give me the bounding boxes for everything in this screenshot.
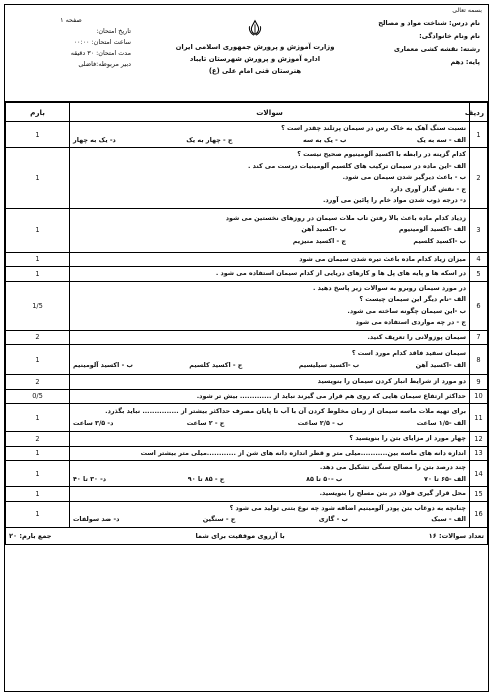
question-score: 1: [6, 252, 70, 267]
question-text-cell: [70, 461, 470, 487]
question-text: سیمان پوزولانی را تعریف کنید.: [367, 332, 466, 341]
question-text: در اسکه ها و پایه های پل ها و کارهای دریایی از کدام سیمان استفاده می شود .: [215, 269, 466, 277]
answer-option: الف -اکسید آلومینیوم: [398, 225, 466, 234]
question-number: 9: [470, 375, 488, 390]
question-number: 1: [470, 122, 488, 148]
answer-option: ب - یک به سه: [303, 135, 347, 144]
answer-options: [73, 135, 466, 147]
answer-line: ب - باعث دیرگیر شدن سیمان می شود.: [342, 173, 466, 181]
question-text-cell: [70, 208, 470, 252]
col-num-header: ردیف: [470, 103, 488, 122]
question-text-cell: [70, 432, 470, 447]
question-number: 2: [470, 148, 488, 209]
teacher-name: دبیر مربوطه:فاضلی: [78, 60, 131, 68]
question-row: [6, 148, 488, 209]
answer-option: ج - اکسید کلسیم: [189, 360, 243, 369]
answer-option: الف -۶۵ تا ۷۰: [424, 474, 466, 483]
field-name: رشته: نقشه کشی معماری: [393, 45, 480, 53]
answer-option: ج - سنگین: [202, 515, 236, 523]
answer-option: الف - سه به یک: [416, 135, 466, 144]
exam-date: تاریخ امتحان:: [96, 27, 131, 35]
school-name: هنرستان فنی امام علی (ع): [208, 67, 302, 75]
question-count: تعداد سوالات: ۱۶: [428, 531, 484, 540]
exam-duration: مدت امتحان: ۳۰ دقیقه: [70, 49, 131, 57]
question-text-cell: [70, 330, 470, 345]
question-text: برای تهیه ملات ماسه سیمان از زمان مخلوط کردن آن با آب تا پایان مصرف حداکثر بیشتر از ............... نباید بگذرد.: [105, 407, 466, 415]
answer-option: ب -اکسید کلسیم: [413, 236, 466, 245]
basmala: بسمه تعالی: [452, 7, 482, 14]
question-text: دو مورد از شرایط انبار کردن سیمان را بنویسید: [317, 377, 466, 385]
question-score: 2: [6, 375, 70, 390]
answer-lines: [73, 161, 466, 207]
question-number: 7: [470, 330, 488, 345]
question-text-cell: [70, 389, 470, 404]
question-text: میزان زیاد کدام ماده باعث تیره شدن سیمان می شود: [299, 254, 466, 263]
question-text-cell: [70, 404, 470, 432]
question-text-cell: [70, 501, 470, 527]
answer-option: الف -اکسید آهن: [415, 360, 466, 369]
question-row: [6, 267, 488, 282]
good-luck-text: با آرزوی موفقیت برای شما: [195, 531, 285, 540]
question-score: 0/5: [6, 389, 70, 404]
answer-option: د- ۳۰ تا ۴۰: [73, 474, 107, 483]
question-row: [6, 389, 488, 404]
question-text-cell: [70, 252, 470, 267]
question-text-cell: [70, 122, 470, 148]
answer-option: د- یک به چهار: [73, 135, 116, 144]
question-score: 1: [6, 345, 70, 375]
answer-option: ج - چهار به یک: [186, 135, 233, 144]
question-text: چنانچه به دوغاب بتن پودر آلومینیم اضافه شود چه نوع بتنی تولید می شود ؟: [229, 503, 466, 512]
exam-info: [11, 15, 131, 70]
question-text-cell: [70, 281, 470, 330]
question-score: 1: [6, 208, 70, 252]
answer-line: الف -نام دیگر این سیمان چیست ؟: [359, 295, 466, 303]
answer-option: الف - سبک: [431, 515, 466, 523]
question-text: چهار مورد از مزایای بتن را بنویسید ؟: [349, 434, 466, 442]
answer-option: ب -اکسید سیلیسیم: [298, 360, 360, 369]
question-text-cell: [70, 375, 470, 390]
question-text: اندازه دانه های ماسه بین...........میلی متر و قطر اندازه دانه های شن از ............میلی متر بیشتر است: [140, 448, 466, 457]
question-score: 1: [6, 122, 70, 148]
question-score: 1/5: [6, 281, 70, 330]
question-row: [6, 487, 488, 502]
question-text-cell: [70, 487, 470, 502]
student-name: نام ونام خانوادگی:: [419, 32, 480, 40]
answer-options: [73, 418, 466, 430]
question-score: 2: [6, 432, 70, 447]
question-number: 14: [470, 461, 488, 487]
question-row: [6, 345, 488, 375]
course-name: نام درس: شناخت مواد و مصالح: [378, 19, 480, 27]
question-row: [6, 208, 488, 252]
answer-option: الف -۱/۵ ساعت: [416, 418, 466, 427]
answer-line: د- درجه ذوب شدن مواد خام را پائین می آورد.: [322, 196, 466, 204]
question-score: 1: [6, 267, 70, 282]
question-number: 4: [470, 252, 488, 267]
answer-grid: [73, 224, 466, 247]
question-row: [6, 122, 488, 148]
question-score: 1: [6, 404, 70, 432]
question-text: محل قرار گیری فولاد در بتن مسلح را بنویسید.: [319, 489, 466, 497]
question-text: در مورد سیمان روبرو به سوالات زیر پاسخ دهید .: [312, 283, 466, 292]
answer-option: ب -اکسید آهن: [301, 225, 346, 234]
table-footer-row: [6, 527, 488, 544]
total-score: جمع بارم: ۲۰: [9, 531, 52, 540]
question-score: 1: [6, 461, 70, 487]
answer-line: ج - نقش گداز آوری دارد: [390, 184, 466, 193]
student-info: [340, 17, 480, 69]
question-number: 13: [470, 446, 488, 461]
answer-option: ج - ۸۵ تا ۹۰: [187, 474, 225, 483]
institution-block: [165, 19, 345, 77]
col-question-header: سوالات: [70, 103, 470, 122]
question-text: حداکثر ارتفاع سیمان هایی که روی هم قرار می گیرند نباید از ............. بیش تر شود.: [196, 391, 466, 400]
question-row: [6, 252, 488, 267]
question-text: چند درصد بتن را مصالح سنگی تشکیل می دهد.: [319, 463, 466, 471]
answer-options: [73, 474, 466, 486]
answer-options: [73, 360, 466, 372]
answer-line: الف -این ماده در سیمان ترکیب های کلسیم آلومینیات درست می کند .: [248, 161, 466, 170]
iran-emblem-icon: [246, 19, 264, 37]
question-row: [6, 375, 488, 390]
question-number: 8: [470, 345, 488, 375]
question-score: 1: [6, 446, 70, 461]
question-text: زدیاد کدام ماده باعث بالا رفتن تاب ملات سیمان در روزهای نخستین می شود: [225, 213, 466, 222]
question-number: 5: [470, 267, 488, 282]
question-number: 11: [470, 404, 488, 432]
answer-option: د- ۳/۵ ساعت: [73, 418, 114, 427]
exam-page: [4, 4, 489, 692]
question-text-cell: [70, 345, 470, 375]
question-score: 1: [6, 487, 70, 502]
question-score: 2: [6, 330, 70, 345]
question-score: 1: [6, 501, 70, 527]
question-text: نسبت سنگ آهک به خاک رس در سیمان پرتلند چقدر است ؟: [281, 124, 466, 132]
answer-options: [73, 514, 466, 526]
question-row: [6, 501, 488, 527]
answer-line: ج - در چه مواردی استفاده می شود: [355, 318, 466, 326]
answer-option: ب - اکسید آلومینیم: [73, 360, 133, 369]
question-row: [6, 330, 488, 345]
page-number: صفحه ۱: [60, 16, 82, 24]
answer-line: ب -این سیمان چگونه ساخته می شود.: [347, 306, 466, 315]
answer-option: د- ضد سولفات: [73, 515, 120, 523]
question-text-cell: [70, 446, 470, 461]
table-header-row: [6, 103, 488, 122]
question-number: 3: [470, 208, 488, 252]
ministry-name: وزارت آموزش و پرورش جمهوری اسلامی ایران: [175, 43, 335, 51]
question-number: 6: [470, 281, 488, 330]
exam-time: ساعت امتحان: ۰۰:۰۰: [73, 38, 131, 46]
question-row: [6, 404, 488, 432]
question-text-cell: [70, 148, 470, 209]
col-score-header: بارم: [6, 103, 70, 122]
question-row: [6, 432, 488, 447]
answer-option: ب - ۲/۵ ساعت: [297, 418, 344, 427]
answer-option: ب - گازی: [318, 515, 348, 523]
answer-lines: [73, 294, 466, 329]
answer-option: ج - ۲ ساعت: [186, 418, 225, 427]
office-name: اداره آموزش و پرورش شهرستان تایباد: [189, 55, 321, 63]
question-number: 16: [470, 501, 488, 527]
grade-name: پایه: دهم: [450, 58, 480, 66]
question-number: 15: [470, 487, 488, 502]
answer-option: ب -۵۰ تا ۸۵: [306, 474, 343, 483]
question-row: [6, 281, 488, 330]
question-text-cell: [70, 267, 470, 282]
question-text: کدام گزینه در رابطه با اکسید آلومینیوم صحیح نیست ؟: [297, 150, 466, 158]
question-row: [6, 461, 488, 487]
question-number: 10: [470, 389, 488, 404]
question-score: 1: [6, 148, 70, 209]
questions-table: [5, 102, 488, 545]
answer-option: ج - اکسید منیزیم: [292, 236, 346, 245]
question-row: [6, 446, 488, 461]
question-number: 12: [470, 432, 488, 447]
exam-header: [5, 5, 488, 102]
question-text: سیمان سفید فاقد کدام مورد است ؟: [351, 349, 466, 357]
